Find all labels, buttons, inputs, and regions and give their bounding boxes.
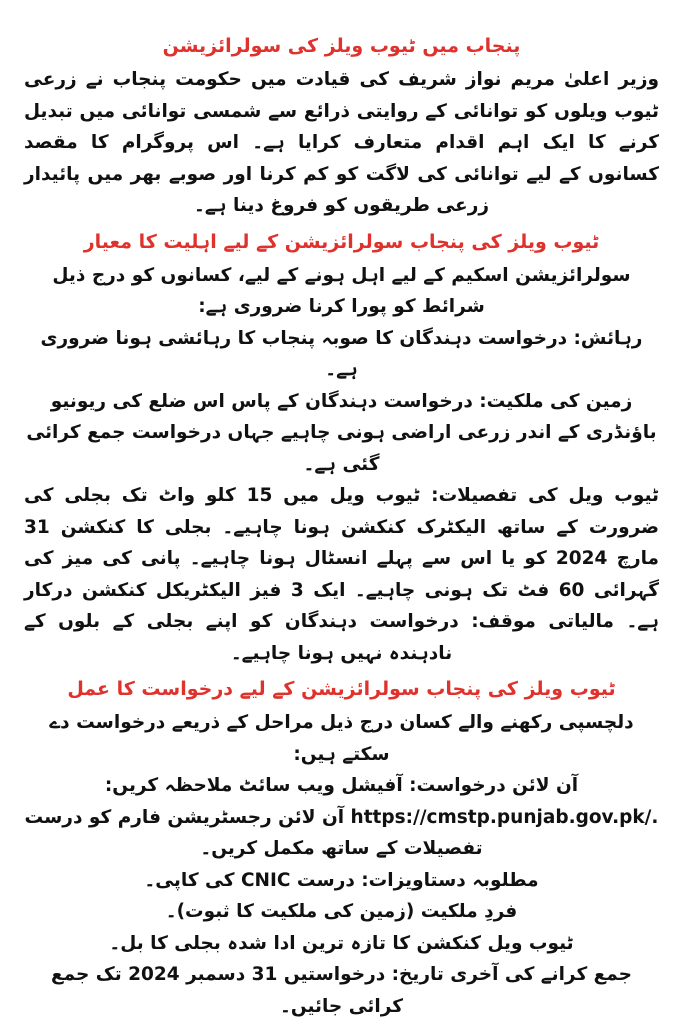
land-ownership-requirement: زمین کی ملکیت: درخواست دہندگان کے پاس اس ضلع کی ریونیو باؤنڈری کے اندر زرعی اراضی ہونی چاہیے جہاں درخواست جمع کرائی گئی ہے۔ — [26, 390, 657, 475]
required-documents: مطلوبہ دستاویزات: درست CNIC کی کاپی۔ — [144, 869, 539, 891]
application-process-heading: ٹیوب ویلز کی پنجاب سولرائزیشن کے لیے درخواست کا عمل — [67, 678, 616, 700]
fard-document: فردِ ملکیت (زمین کی ملکیت کا ثبوت)۔ — [165, 901, 518, 922]
residence-requirement: رہائش: درخواست دہندگان کا صوبہ پنجاب کا رہائشی ہونا ضروری ہے۔ — [40, 327, 643, 380]
intro-paragraph: وزیر اعلیٰ مریم نواز شریف کی قیادت میں حکومت پنجاب نے زرعی ٹیوب ویلوں کو توانائی کے روایتی ذرائع سے شمسی توانائی میں تبدیل کرنے کا ایک اہم اقدام متعارف کرایا ہے۔ اس پروگرام کا مقصد کسانوں کے لیے توانائی کی لاگت کو کم کرنا اور صوبے بھر میں پائیدار زرعی طریقوں کو فروغ دینا ہے۔ — [24, 69, 659, 216]
website-link[interactable]: https://cmstp.punjab.gov.pk/. — [350, 806, 659, 828]
online-application-suffix: آن لائن رجسٹریشن فارم کو درست تفصیلات کے ساتھ مکمل کریں۔ — [24, 806, 483, 859]
tubewell-details: ٹیوب ویل کی تفصیلات: ٹیوب ویل میں 15 کلو واٹ تک بجلی کی ضرورت کے ساتھ الیکٹرک کنکشن ہونا چاہیے۔ بجلی کا کنکشن 31 مارچ 2024 کو یا اس سے پہلے انسٹال ہونا چاہیے۔ پانی کی میز کی گہرائی 60 فٹ تک ہونی چاہیے۔ ایک 3 فیز الیکٹریکل کنکشن درکار ہے۔ مالیاتی موقف: درخواست دہندگان کو اپنے بجلی کے بلوں کے نادہندہ نہیں ہونا چاہیے۔ — [24, 485, 659, 664]
electricity-bill-document: ٹیوب ویل کنکشن کا تازہ ترین ادا شدہ بجلی کا بل۔ — [109, 932, 574, 954]
eligibility-heading: ٹیوب ویلز کی پنجاب سولرائزیشن کے لیے اہلیت کا معیار — [83, 230, 600, 253]
online-application-prefix: آن لائن درخواست: آفیشل ویب سائٹ ملاحظہ کریں: — [104, 775, 579, 796]
eligibility-intro: سولرائزیشن اسکیم کے لیے اہل ہونے کے لیے، کسانوں کو درج ذیل شرائط کو پورا کرنا ضروری ہے: — [52, 264, 631, 317]
online-application — [24, 770, 659, 865]
page-title: پنجاب میں ٹیوب ویلز کی سولرائزیشن — [162, 35, 521, 57]
submission-deadline: جمع کرانے کی آخری تاریخ: درخواستیں 31 دسمبر 2024 تک جمع کرائی جائیں۔ — [50, 964, 633, 1017]
process-intro: دلچسپی رکھنے والے کسان درج ذیل مراحل کے ذریعے درخواست دے سکتے ہیں: — [49, 712, 634, 765]
